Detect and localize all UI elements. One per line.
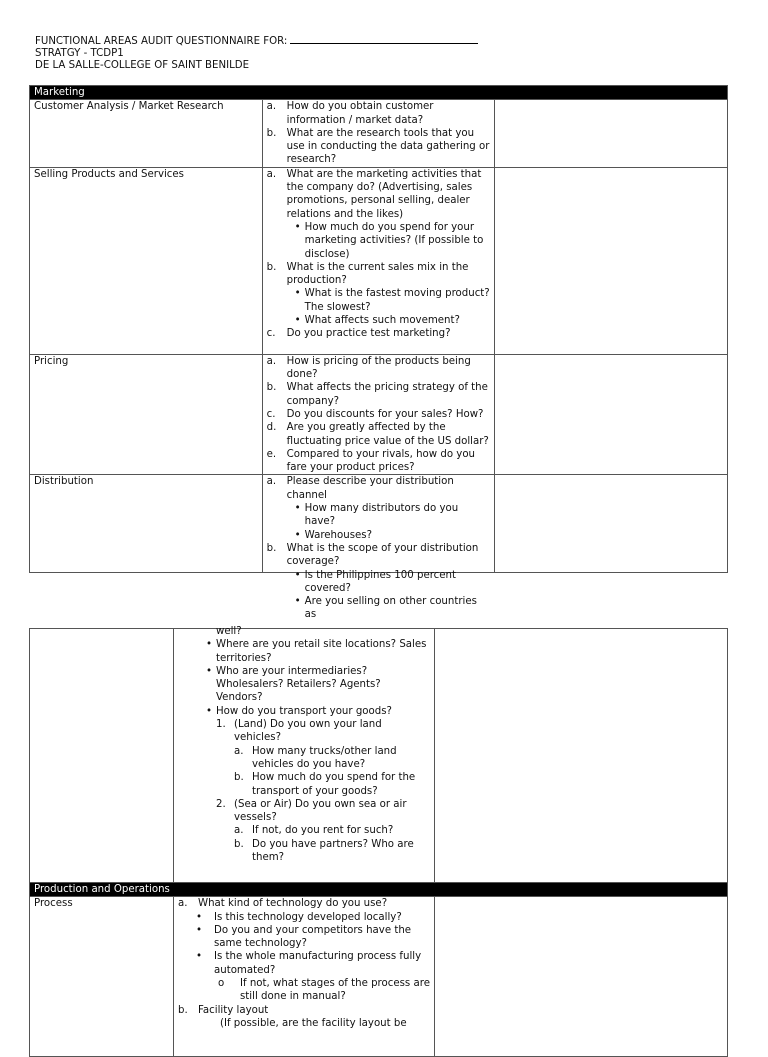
table-row-process [30, 897, 728, 1057]
question-item: a. How is pricing of the products being done? [266, 355, 471, 381]
question-item: d. Are you greatly affected by the fluctuating price value of the US dollar? [266, 422, 489, 447]
question-item: a. What are the marketing activities that the company do? (Advertising, sales promotions, personal selling, dealer relations and the likes) [266, 168, 482, 220]
bullet-icon: • [294, 569, 301, 581]
bullet-item: • What is the fastest moving product? The slowest? [294, 288, 490, 313]
section-header-production: Production and Operations [30, 883, 728, 897]
marketing-table [29, 85, 728, 621]
answer-cell[interactable] [495, 167, 728, 354]
table-row-selling-products [30, 167, 728, 354]
sub-item: b. How much do you spend for the transport of your goods? [234, 772, 416, 797]
section-row-production [30, 883, 728, 897]
questionnaire-title: FUNCTIONAL AREAS AUDIT QUESTIONNAIRE FOR: [35, 36, 288, 47]
question-item: e. Compared to your rivals, how do you fare your product prices? [266, 448, 476, 474]
answer-cell[interactable] [435, 897, 728, 1057]
question-item: c. Do you practice test marketing? [266, 328, 451, 340]
answer-cell[interactable] [435, 629, 728, 883]
page-two-viewport [0, 626, 768, 1029]
bullet-icon: • [196, 911, 203, 923]
question-item: a. What kind of technology do you use? [178, 898, 388, 910]
document-header [35, 35, 478, 73]
bullet-icon: • [294, 529, 301, 541]
sub-item: a. If not, do you rent for such? [234, 825, 394, 837]
question-item: b. What is the current sales mix in the production? [266, 261, 469, 287]
section-row-marketing [30, 86, 728, 100]
bullet-icon: • [196, 951, 203, 963]
sub-item: b. Do you have partners? Who are them? [234, 838, 414, 864]
questions-distribution-continued [174, 626, 435, 883]
area-label-process: Process [30, 897, 174, 1057]
table-row-customer-analysis [30, 100, 728, 167]
bullet-icon: • [294, 503, 301, 515]
sub-item: a. How many trucks/other land vehicles do you have? [234, 745, 397, 770]
area-label-customer-analysis: Customer Analysis / Market Research [30, 100, 263, 167]
questions-process [174, 897, 435, 1057]
bullet-icon: • [206, 639, 213, 651]
table-row-distribution-continued [30, 629, 728, 883]
bullet-icon: • [294, 315, 301, 327]
institution-name: DE LA SALLE-COLLEGE OF SAINT BENILDE [35, 60, 250, 72]
questions-distribution-clip [266, 475, 491, 621]
question-item: b. What is the scope of your distribution coverage? [266, 542, 479, 568]
table-row-pricing [30, 354, 728, 475]
table-row-distribution [30, 475, 728, 573]
bullet-item: • Warehouses? [294, 529, 372, 541]
circle-bullet-icon: o [218, 978, 225, 990]
continued-table [29, 628, 728, 1057]
questions-customer-analysis [262, 100, 495, 167]
area-label-empty [30, 629, 174, 883]
header-title-line [35, 35, 478, 48]
questions-continued-clip [178, 625, 430, 873]
bullet-item: • Is the whole manufacturing process fully automated? [196, 951, 422, 976]
bullet-icon: • [206, 705, 213, 717]
question-item: b. What affects the pricing strategy of the company? [266, 382, 488, 407]
bullet-item: • Are you selling on other countries as [294, 596, 477, 621]
answer-cell[interactable] [495, 475, 728, 573]
continued-text: well? [216, 626, 242, 637]
bullet-icon: • [294, 221, 301, 233]
area-label-distribution: Distribution [30, 475, 263, 573]
bullet-icon: • [294, 288, 301, 300]
questions-distribution [262, 475, 495, 621]
bullet-item: • How many distributors do you have? [294, 503, 459, 528]
answer-cell[interactable] [495, 100, 728, 167]
bullet-item: • Do you and your competitors have the same technology? [196, 924, 412, 950]
bullet-item: • Is the Philippines 100 percent covered? [294, 569, 456, 594]
bullet-item: • How much do you spend for your marketing activities? (If possible to disclose) [294, 221, 484, 260]
question-item: a. How do you obtain customer information / market data? [266, 101, 434, 126]
bullet-item: • What affects such movement? [294, 315, 460, 327]
bullet-item: • Who are your intermediaries? Wholesalers? Retailers? Agents? Vendors? [206, 665, 381, 704]
section-header-marketing: Marketing [30, 86, 728, 100]
partial-text: (If possible, are the facility layout be [220, 1017, 407, 1029]
area-label-selling-products: Selling Products and Services [30, 167, 263, 354]
question-item: c. Do you discounts for your sales? How? [266, 408, 484, 420]
question-item: a. Please describe your distribution channel [266, 476, 454, 501]
respondent-blank-line [290, 35, 478, 44]
bullet-item: • Where are you retail site locations? Sales territories? [206, 639, 427, 664]
course-code: STRATGY - TCDP1 [35, 48, 124, 60]
questions-pricing [262, 354, 495, 475]
numbered-item: 2. (Sea or Air) Do you own sea or air vessels? [216, 798, 407, 824]
question-item: b. What are the research tools that you use in conducting the data gathering or research? [266, 127, 490, 166]
sub-bullet-item: o If not, what stages of the process are still done in manual? [218, 978, 430, 1003]
bullet-icon: • [294, 596, 301, 608]
area-label-pricing: Pricing [30, 354, 263, 475]
bullet-icon: • [206, 665, 213, 677]
bullet-icon: • [196, 924, 203, 936]
numbered-item: 1. (Land) Do you own your land vehicles? [216, 719, 382, 744]
bullet-item: • How do you transport your goods? [206, 705, 392, 717]
questions-selling-products [262, 167, 495, 354]
bullet-item: • Is this technology developed locally? [196, 911, 402, 923]
answer-cell[interactable] [495, 354, 728, 475]
question-item: b. Facility layout [178, 1004, 269, 1016]
